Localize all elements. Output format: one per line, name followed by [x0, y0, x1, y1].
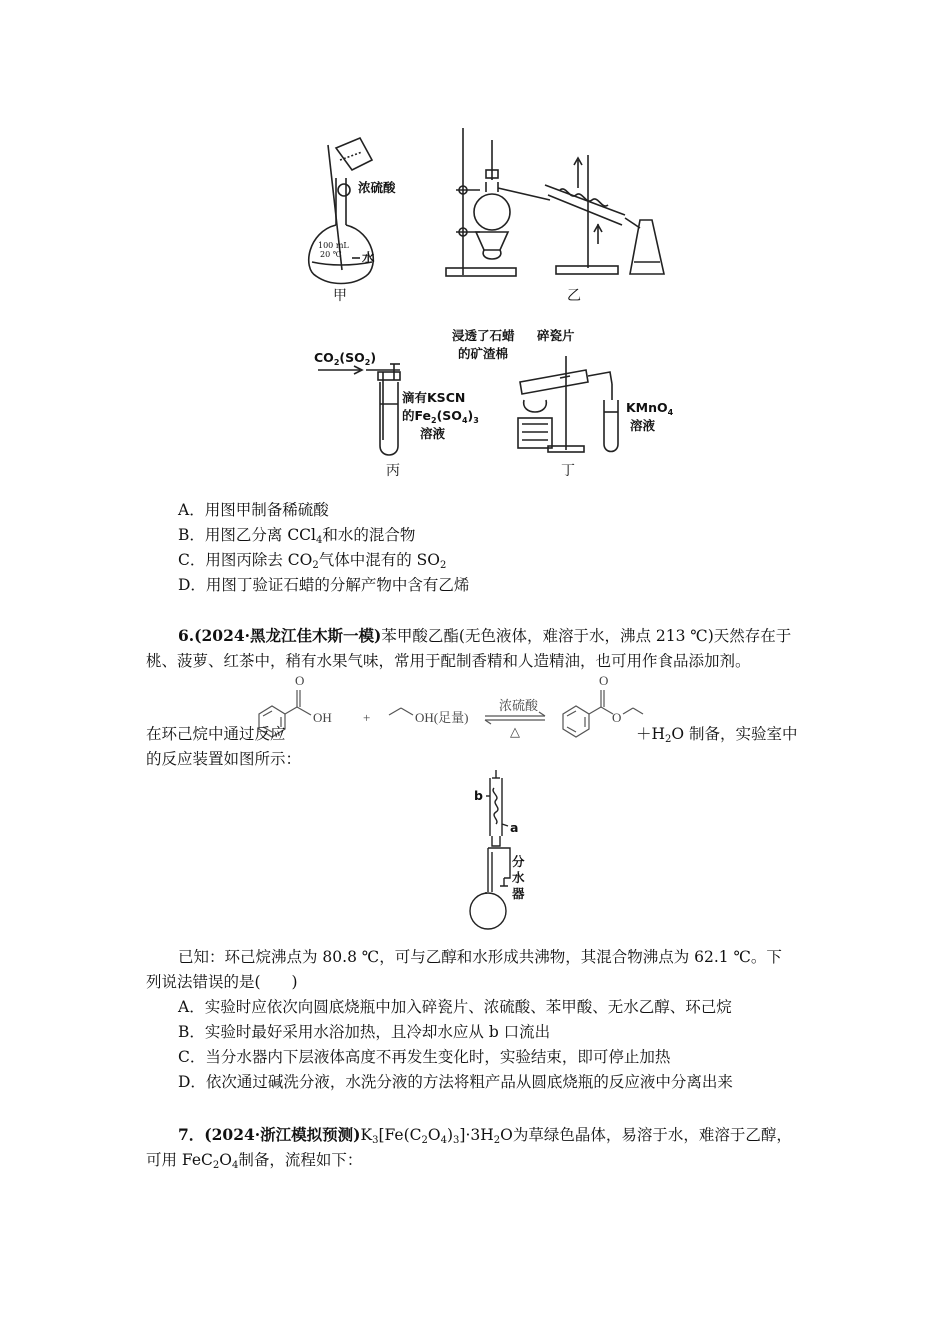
q7-intro-line-2: 可用 $FeC_2O_4$制备，流程如下： [146, 1151, 363, 1171]
q5-option-a: A．用图甲制备稀硫酸 [178, 501, 329, 519]
apparatus-a: a [510, 820, 519, 835]
separator-label-1: 分 [512, 854, 525, 869]
label-wax-2: 的矿渣棉 [458, 346, 509, 361]
tube-bing-drawing [318, 364, 400, 455]
q5-option-d: D．用图丁验证石蜡的分解产物中含有乙烯 [178, 576, 470, 594]
apparatus-b: b [474, 788, 483, 803]
q7-formula: $K_3[Fe(C_2O_4)_3]\cdot 3H_2O$ [360, 1126, 513, 1146]
label-porcelain: 碎瓷片 [537, 328, 575, 343]
caption-jia: 甲 [333, 288, 347, 304]
q5-option-c: C．用图丙除去 $CO_2$气体中混有的 $SO_2$ [178, 551, 447, 571]
label-conc-h2so4: 浓硫酸 [358, 180, 396, 195]
label-kscn-2: 的$Fe_2(SO_4)_3$ [402, 408, 479, 425]
label-kmno4-sol: 溶液 [630, 418, 656, 433]
label-flask-volume: 100 mL [318, 241, 349, 250]
q6-known-2: 列说法错误的是( ) [146, 973, 298, 991]
q6-reaction-pre: 在环己烷中通过反应 [146, 725, 286, 743]
caption-ding: 丁 [561, 463, 575, 479]
q5-option-b: B．用图乙分离 CCl$_4$和水的混合物 [178, 526, 416, 546]
eq-ether-o: O [612, 710, 622, 725]
q6-option-b: B．实验时最好采用水浴加热，且冷却水应从 b 口流出 [178, 1023, 551, 1041]
eq-oh-1: OH [313, 710, 332, 725]
label-kscn-3: 溶液 [420, 426, 446, 441]
q6-intro-line-2: 桃、菠萝、红茶中，稍有水果气味，常用于配制香精和人造精油，也可用作食品添加剂。 [146, 652, 751, 670]
q6-reaction-post: $+H_2O$ 制备，实验室中 [636, 725, 798, 745]
cracking-ding-drawing [518, 356, 618, 452]
label-kscn-1: 滴有KSCN [402, 390, 466, 405]
q6-known-1: 已知：环己烷沸点为 80.8 ℃，可与乙醇和水形成共沸物，其混合物沸点为 62.1 ℃。下 [178, 948, 782, 966]
dean-stark-apparatus [450, 768, 570, 938]
eq-carbonyl-o-1: O [295, 673, 305, 688]
label-wax-1: 浸透了石蜡 [452, 328, 515, 343]
eq-heat: △ [510, 724, 520, 739]
label-gas: $CO_2(SO_2)$ [314, 350, 377, 367]
reaction-equation [245, 672, 645, 742]
label-kmno4: KMnO$_4$ [626, 400, 674, 417]
apparatus-figure [0, 0, 950, 500]
q6-option-a: A．实验时应依次向圆底烧瓶中加入碎瓷片、浓硫酸、苯甲酸、无水乙醇、环己烷 [178, 998, 732, 1016]
q6-source: 6.(2024·黑龙江佳木斯一模) [178, 626, 382, 645]
label-water: 水 [362, 250, 375, 265]
q6-option-c: C．当分水器内下层液体高度不再发生变化时，实验结束，即可停止加热 [178, 1048, 671, 1066]
distillation-yi-drawing [446, 128, 664, 276]
eq-carbonyl-o-2: O [599, 673, 609, 688]
eq-catalyst: 浓硫酸 [499, 698, 539, 713]
caption-bing: 丙 [386, 463, 400, 479]
q6-option-d: D．依次通过碱洗分液，水洗分液的方法将粗产品从圆底烧瓶的反应液中分离出来 [178, 1073, 733, 1091]
q6-intro-line-1: 6.(2024·黑龙江佳木斯一模)苯甲酸乙酯(无色液体，难溶于水，沸点 213 ℃)天然存在于 [178, 626, 792, 645]
eq-plus: + [363, 710, 371, 725]
separator-label-3: 器 [512, 886, 525, 901]
separator-label-2: 水 [512, 870, 525, 885]
label-flask-temp: 20 ℃ [320, 250, 342, 259]
eq-ethanol: OH(足量) [415, 710, 469, 725]
q7-intro-line-1: 7．(2024·浙江模拟预测)$K_3[Fe(C_2O_4)_3]\cdot 3H_2O$为草绿色晶体，易溶于水，难溶于乙醇， [178, 1125, 792, 1146]
q7-source: 7．(2024·浙江模拟预测) [178, 1125, 361, 1144]
caption-yi: 乙 [567, 288, 581, 304]
q6-intro-line-4: 的反应装置如图所示： [146, 750, 302, 768]
